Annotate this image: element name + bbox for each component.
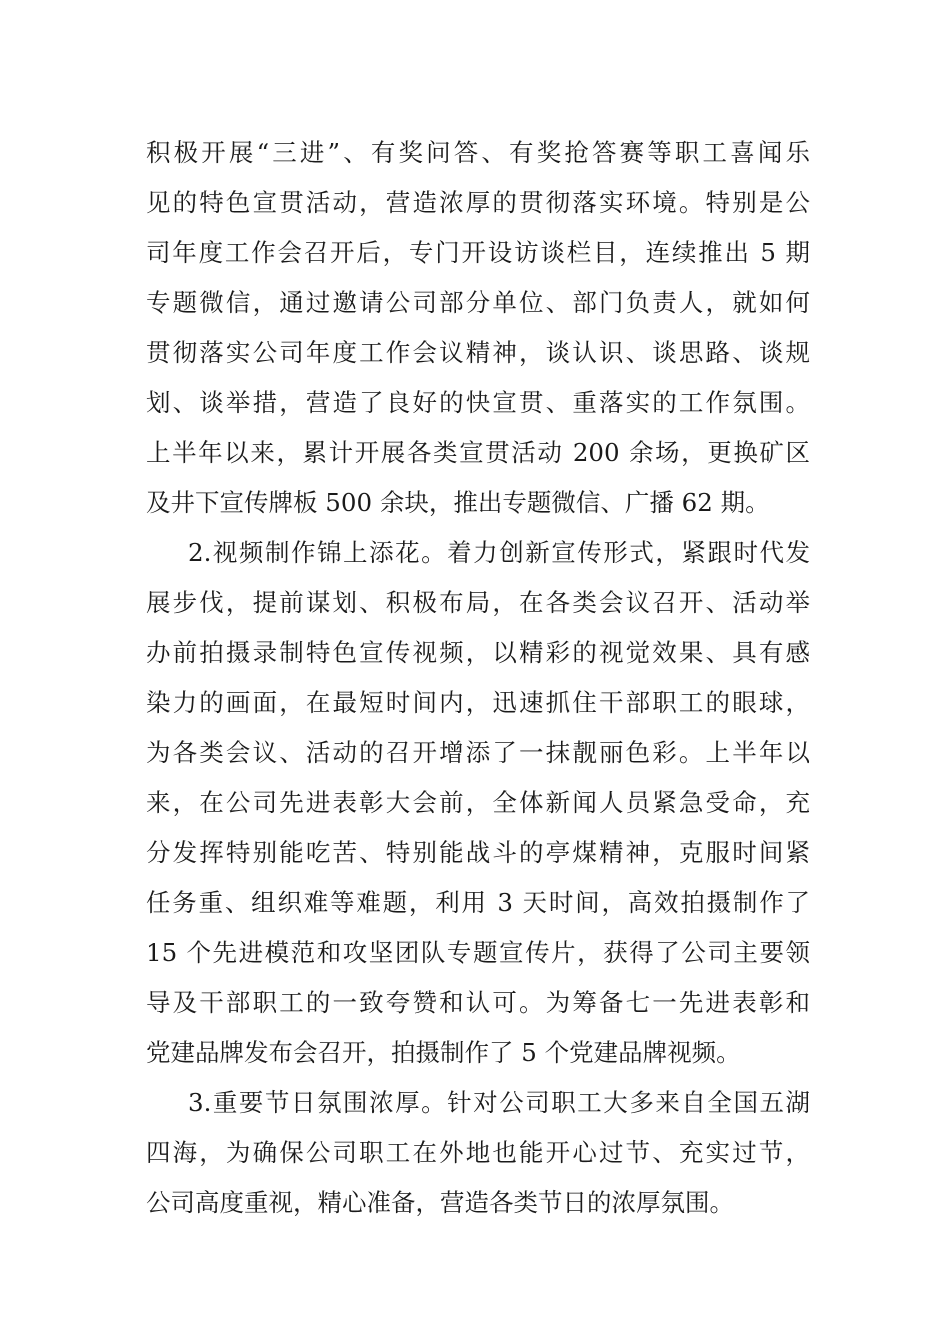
text-line: 3.重要节日氛围浓厚。针对公司职工大多来自全国五湖 (188, 1088, 810, 1117)
text-line: 党建品牌发布会召开，拍摄制作了 5 个党建品牌视频。 (146, 1038, 741, 1067)
text-line: 公司高度重视，精心准备，营造各类节日的浓厚氛围。 (146, 1188, 734, 1217)
text-line: 导及干部职工的一致夸赞和认可。为筹备七一先进表彰和 (146, 988, 810, 1017)
text-line: 上半年以来，累计开展各类宣贯活动 200 余场，更换矿区 (146, 438, 810, 467)
text-line: 染力的画面，在最短时间内，迅速抓住干部职工的眼球， (146, 688, 810, 717)
paragraph-2 (146, 528, 810, 1078)
text-line: 办前拍摄录制特色宣传视频，以精彩的视觉效果、具有感 (146, 638, 810, 667)
text-line: 任务重、组织难等难题，利用 3 天时间，高效拍摄制作了 (146, 888, 810, 917)
text-line: 四海，为确保公司职工在外地也能开心过节、充实过节， (146, 1138, 810, 1167)
body-text (146, 128, 810, 1228)
text-line: 2.视频制作锦上添花。着力创新宣传形式，紧跟时代发 (188, 538, 810, 567)
text-line: 见的特色宣贯活动，营造浓厚的贯彻落实环境。特别是公 (146, 188, 810, 217)
paragraph-1 (146, 128, 810, 528)
text-line: 来，在公司先进表彰大会前，全体新闻人员紧急受命，充 (146, 788, 810, 817)
text-line: 及井下宣传牌板 500 余块，推出专题微信、广播 62 期。 (146, 488, 770, 517)
text-line: 贯彻落实公司年度工作会议精神，谈认识、谈思路、谈规 (146, 338, 810, 367)
paragraph-3 (146, 1078, 810, 1228)
text-line: 司年度工作会召开后，专门开设访谈栏目，连续推出 5 期 (146, 238, 810, 267)
text-line: 为各类会议、活动的召开增添了一抹靓丽色彩。上半年以 (146, 738, 810, 767)
text-line: 15 个先进模范和攻坚团队专题宣传片，获得了公司主要领 (146, 938, 810, 967)
text-line: 积极开展“三进”、有奖问答、有奖抢答赛等职工喜闻乐 (146, 138, 810, 167)
text-line: 分发挥特别能吃苦、特别能战斗的亭煤精神，克服时间紧 (146, 838, 810, 867)
text-line: 专题微信，通过邀请公司部分单位、部门负责人，就如何 (146, 288, 810, 317)
text-line: 展步伐，提前谋划、积极布局，在各类会议召开、活动举 (146, 588, 810, 617)
text-line: 划、谈举措，营造了良好的快宣贯、重落实的工作氛围。 (146, 388, 810, 417)
